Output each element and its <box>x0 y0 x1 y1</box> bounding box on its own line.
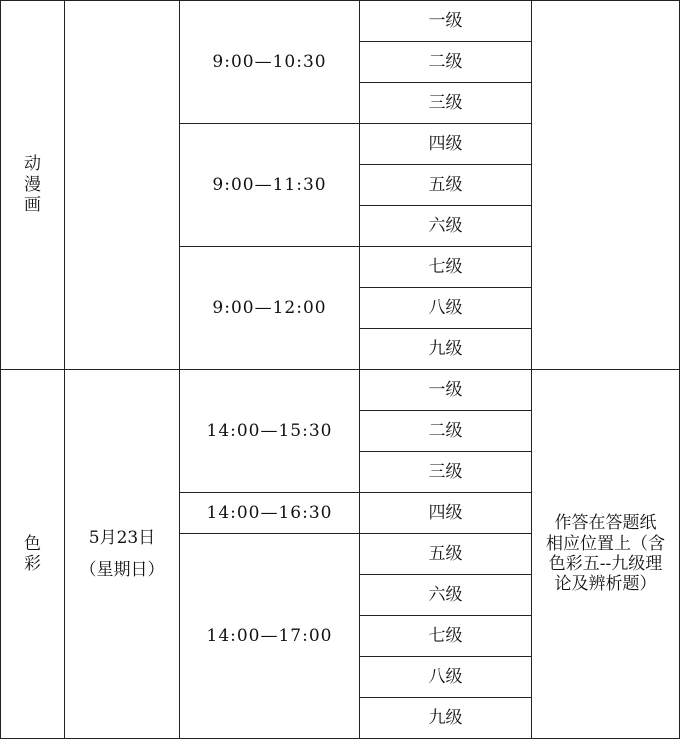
level-cell: 二级 <box>360 411 532 452</box>
subject-animation-char-1: 动 <box>24 154 41 175</box>
level-cell: 一级 <box>360 370 532 411</box>
level-cell: 三级 <box>360 83 532 124</box>
time-cell: 9:00—11:30 <box>180 124 360 247</box>
note-line-4: 论及辨析题） <box>554 574 657 595</box>
subject-color-char-1: 色 <box>24 533 41 554</box>
subject-color-char-2: 彩 <box>24 554 41 574</box>
level-cell: 七级 <box>360 247 532 288</box>
level-cell: 八级 <box>360 657 532 698</box>
subject-animation-char-3: 画 <box>24 195 41 216</box>
color-date-cell <box>65 370 180 739</box>
animation-note-cell <box>532 1 680 370</box>
time-cell: 9:00—10:30 <box>180 1 360 124</box>
level-cell: 七级 <box>360 616 532 657</box>
note-line-1: 作答在答题纸 <box>554 513 657 534</box>
note-line-2: 相应位置上（含 <box>546 533 665 554</box>
time-cell: 14:00—16:30 <box>180 493 360 534</box>
level-cell: 五级 <box>360 534 532 575</box>
level-cell: 六级 <box>360 575 532 616</box>
note-line-3: 色彩五--九级理 <box>548 554 663 574</box>
animation-date-cell <box>65 1 180 370</box>
level-cell: 九级 <box>360 329 532 370</box>
date-line-1: 5月23日 <box>88 527 156 548</box>
date-line-2: （星期日） <box>79 560 165 580</box>
level-cell: 八级 <box>360 288 532 329</box>
time-cell: 9:00—12:00 <box>180 247 360 370</box>
level-cell: 五级 <box>360 165 532 206</box>
subject-animation-cell <box>1 1 65 370</box>
color-note-cell <box>532 370 680 739</box>
level-cell: 四级 <box>360 124 532 165</box>
level-cell: 二级 <box>360 42 532 83</box>
level-cell: 九级 <box>360 698 532 739</box>
level-cell: 四级 <box>360 493 532 534</box>
subject-animation-char-2: 漫 <box>24 174 41 195</box>
time-cell: 14:00—15:30 <box>180 370 360 493</box>
time-cell: 14:00—17:00 <box>180 534 360 739</box>
level-cell: 六级 <box>360 206 532 247</box>
level-cell: 一级 <box>360 1 532 42</box>
level-cell: 三级 <box>360 452 532 493</box>
subject-color-cell <box>1 370 65 739</box>
